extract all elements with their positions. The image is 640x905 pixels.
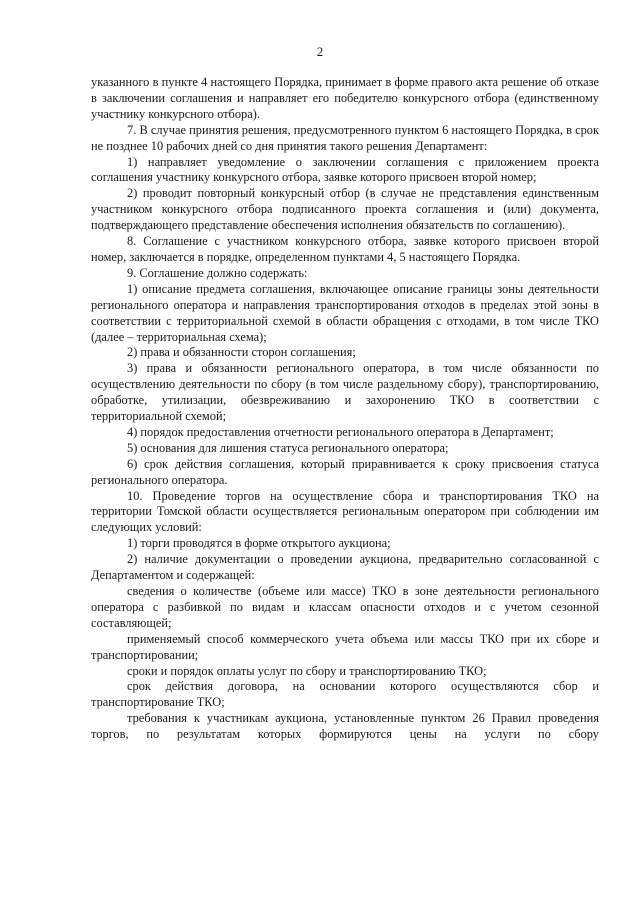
paragraph: требования к участникам аукциона, установленные пунктом 26 Правил проведения торгов, по результатам которых формируются цены на услуги по сбору <box>91 711 599 742</box>
document-body <box>91 75 599 743</box>
paragraph: 5) основания для лишения статуса регионального оператора; <box>127 440 449 455</box>
paragraph: 2) наличие документации о проведении аукциона, предварительно согласованной с Департаментом и содержащей: <box>91 552 599 583</box>
paragraph: применяемый способ коммерческого учета объема или массы ТКО при их сборе и транспортировании; <box>91 631 599 662</box>
paragraph: 7. В случае принятия решения, предусмотренного пунктом 6 настоящего Порядка, в срок не позднее 10 рабочих дней со дня принятия такого решения Департамент: <box>91 122 599 153</box>
page-number: 2 <box>316 44 324 59</box>
paragraph: 2) проводит повторный конкурсный отбор (в случае не представления единственным участником конкурсного отбора подписанного проекта соглашения и (или) документа, подтверждающего представление обеспечения исполнения обязательств по соглашению). <box>91 186 599 233</box>
paragraph: 10. Проведение торгов на осуществление сбора и транспортирования ТКО на территории Томской области осуществляется региональным оператором при соблюдении им следующих условий: <box>91 488 599 535</box>
paragraph: 1) направляет уведомление о заключении соглашения с приложением проекта соглашения участнику конкурсного отбора, заявке которого присвоен второй номер; <box>91 154 599 185</box>
paragraph: 2) права и обязанности сторон соглашения; <box>127 345 356 360</box>
paragraph: 6) срок действия соглашения, который приравнивается к сроку присвоения статуса регионального оператора. <box>91 456 599 487</box>
paragraph: 1) торги проводятся в форме открытого аукциона; <box>127 536 391 551</box>
paragraph: 8. Соглашение с участником конкурсного отбора, заявке которого присвоен второй номер, заключается в порядке, определенном пунктами 4, 5 настоящего Порядка. <box>91 234 599 264</box>
paragraph: указанного в пункте 4 настоящего Порядка, принимает в форме правого акта решение об отказе в заключении соглашения и направляет его победителю конкурсного отбора (единственному участнику конкурсного отбора). <box>91 75 599 121</box>
paragraph: 3) права и обязанности регионального оператора, в том числе обязанности по осуществлению деятельности по сбору (в том числе раздельному сбору), транспортированию, обработке, утилизации, обезвреживанию и захоронению ТКО в соответствии с территориальной схемой; <box>91 361 599 424</box>
paragraph: сроки и порядок оплаты услуг по сбору и транспортированию ТКО; <box>127 663 487 678</box>
paragraph: сведения о количестве (объеме или массе) ТКО в зоне деятельности регионального оператора с разбивкой по видам и классам опасности отходов и с учетом сезонной составляющей; <box>91 584 599 630</box>
paragraph: 4) порядок предоставления отчетности регионального оператора в Департамент; <box>127 424 554 439</box>
paragraph: 1) описание предмета соглашения, включающее описание границы зоны деятельности регионального оператора и направления транспортирования отходов в пределах этой зоны в соответствии с территориальной схемой в области обращения с отходами, в том числе ТКО (далее – территориальная схема); <box>91 281 599 344</box>
paragraph: срок действия договора, на основании которого осуществляются сбор и транспортирование ТКО; <box>91 679 599 710</box>
paragraph: 9. Соглашение должно содержать: <box>127 265 308 280</box>
